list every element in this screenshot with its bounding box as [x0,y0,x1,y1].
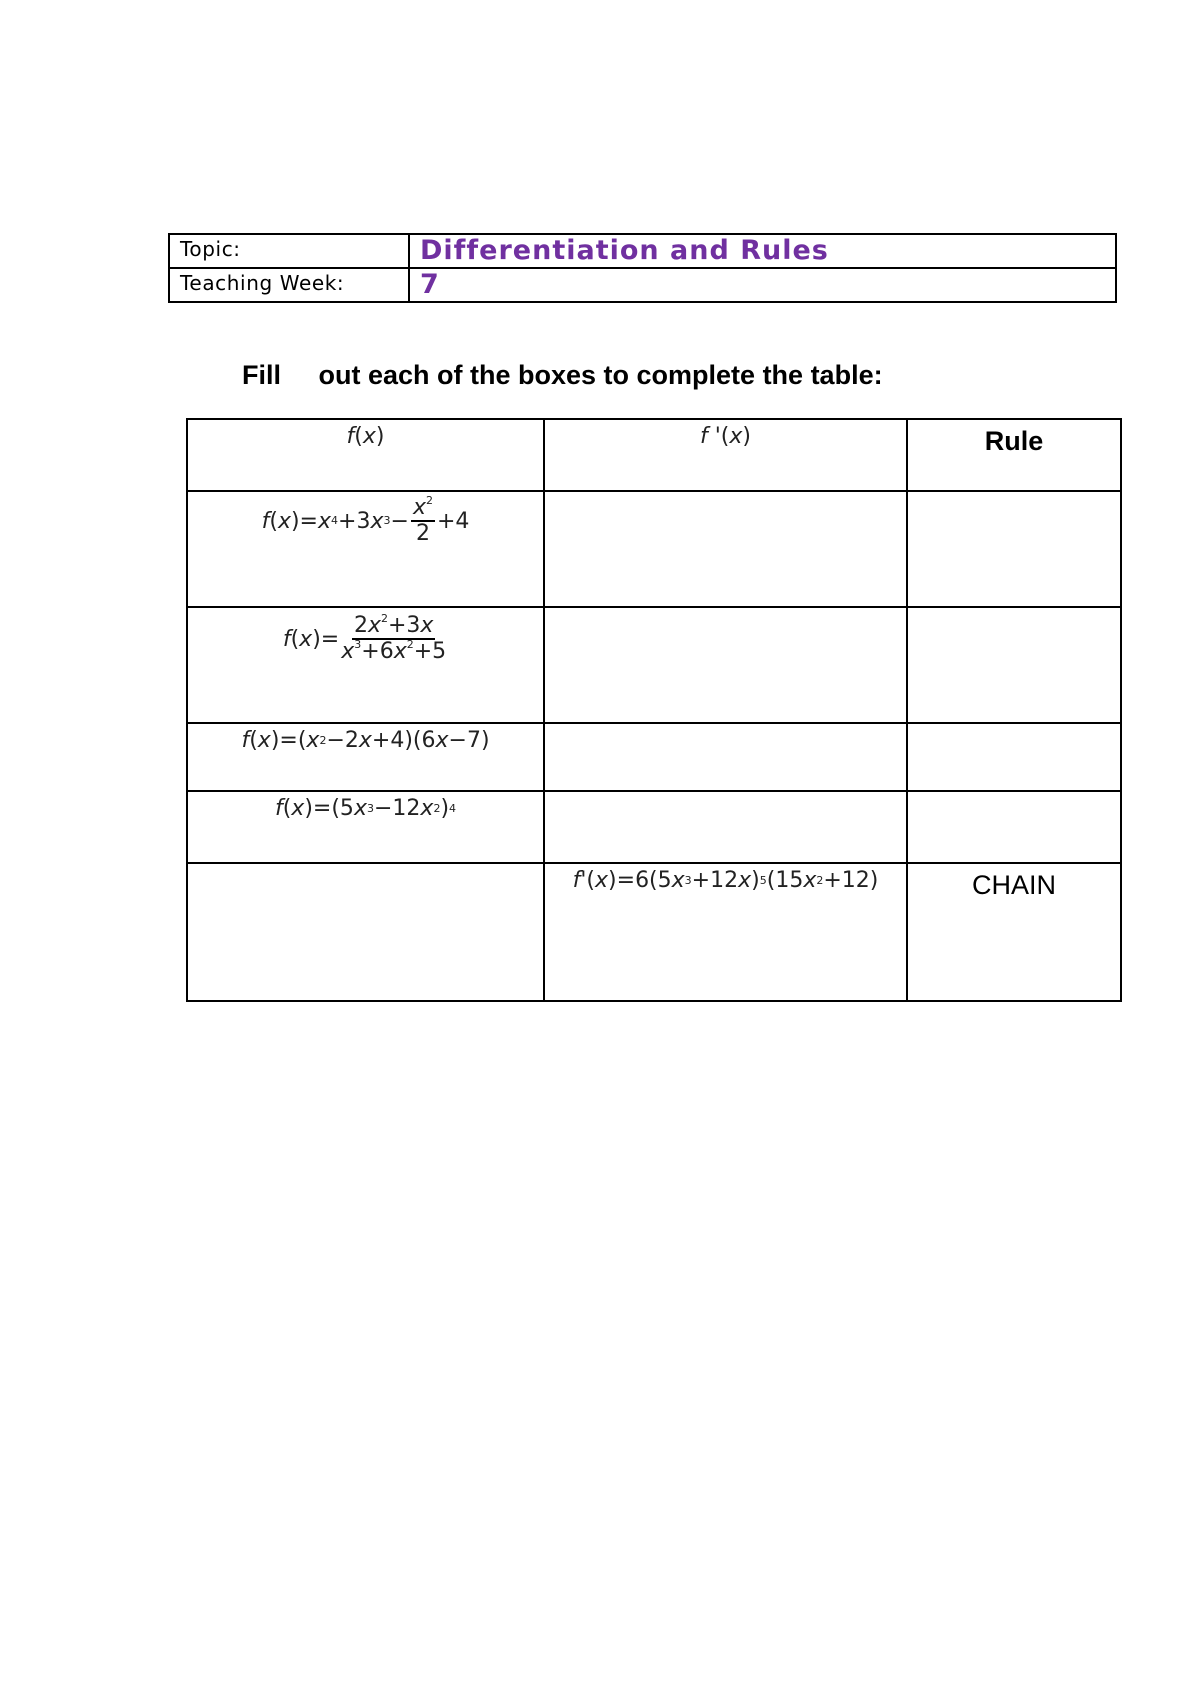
fpx-answer-box[interactable] [544,791,907,863]
fx-formula-2: f ( x )= $\frac{2x^2+3x}{x^3+6x^2+5}$ [282,612,447,664]
topic-row [169,234,1116,268]
header-fx: f(x) [346,424,385,449]
fpx-formula-5: f '( x )=6(5 x 3 +12 x ) 5 (15 x 2 +12) [572,868,879,893]
table-row [187,491,1121,607]
table-row [187,863,1121,1001]
header-fpx-cell [544,419,907,491]
fx-cell [187,723,544,791]
info-table [168,233,1117,303]
fpx-answer-box[interactable] [544,607,907,723]
rule-answer-box[interactable] [907,607,1121,723]
header-row [187,419,1121,491]
fx-formula-1: f ( x )= x 4 +3 x 3 − $\frac{x^2}{2}$ +4 [261,494,470,546]
fpx-cell [544,863,907,1001]
week-value: 7 [409,268,1116,302]
fx-answer-box[interactable] [187,863,544,1001]
topic-label: Topic: [169,234,409,268]
instruction-text: Fill out each of the boxes to complete the table: [242,360,883,390]
fx-cell [187,491,544,607]
fx-cell [187,791,544,863]
week-row [169,268,1116,302]
header-rule: Rule [984,426,1044,456]
table-row [187,607,1121,723]
table-row [187,791,1121,863]
derivative-table [186,418,1122,1002]
rule-answer-box[interactable] [907,723,1121,791]
header-fx-cell [187,419,544,491]
fpx-answer-box[interactable] [544,491,907,607]
week-label: Teaching Week: [169,268,409,302]
rule-answer-box[interactable] [907,791,1121,863]
fx-cell [187,607,544,723]
fx-formula-4: f ( x )=(5 x 3 −12 x 2 ) 4 [274,796,457,821]
header-rule-cell [907,419,1121,491]
topic-value: Differentiation and Rules [409,234,1116,268]
rule-cell [907,863,1121,1001]
table-row [187,723,1121,791]
fx-formula-3: f ( x )=( x 2 −2 x +4)(6 x −7) [241,728,490,753]
fpx-answer-box[interactable] [544,723,907,791]
rule-answer-box[interactable] [907,491,1121,607]
rule-chain: CHAIN [971,870,1056,900]
header-fpx: f '(x) [700,424,751,449]
